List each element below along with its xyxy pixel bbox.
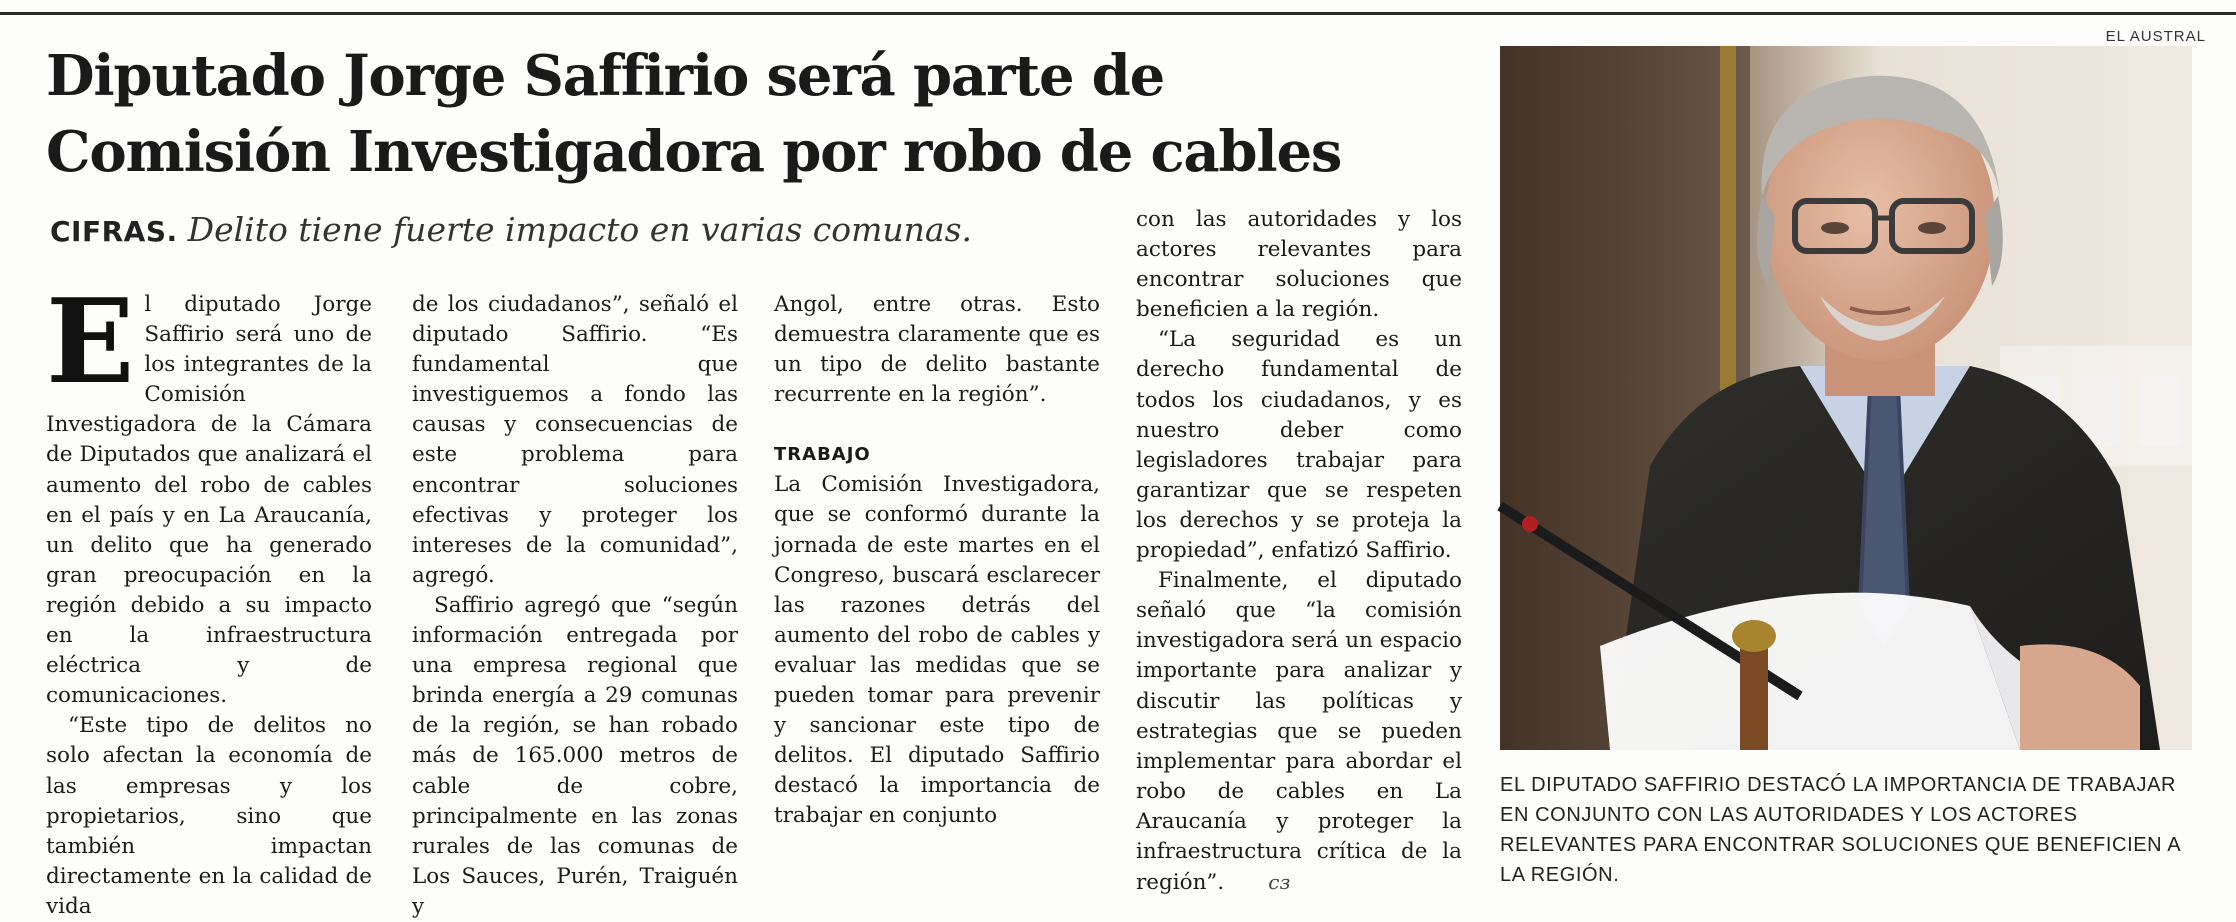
article-column-4 [1136,205,1462,898]
section-subhead: TRABAJO [774,444,871,466]
paragraph: de los ciudadanos”, señaló el diputado Saffirio. “Es fundamental que investiguemos a fondo las causas y consecuencias de este problema para encontrar soluciones efectivas y proteger los intereses de la comunidad”, agregó. [412,292,738,588]
top-rule [0,12,2236,15]
headline-line-1: Diputado Jorge Saffirio será parte de [46,43,1165,109]
drop-cap: E [46,274,135,410]
photo-illustration [1500,46,2192,750]
lead-text: l diputado Jorge Saffirio será uno de los integrantes de la Comisión Investigadora de la Cámara de Diputados que analizará el aumento del robo de cables en el país y en La Araucanía, un delito que ha generado gran preocupación en la región debido a su impacto en la infraestructura eléctrica y de comunicaciones. [46,292,372,709]
paragraph: “La seguridad es un derecho fundamental de todos los ciudadanos, y es nuestro deber como legisladores trabajar para garantizar que se respeten los derechos y se proteja la propiedad”, enfatizó Saffirio. [1136,327,1462,564]
kicker-deck: Delito tiene fuerte impacto en varias comunas. [187,210,973,249]
article-column-2 [412,290,738,922]
headline [46,38,1476,190]
article-photo [1500,46,2192,750]
article-column-3 [774,290,1100,832]
paragraph: “Este tipo de delitos no solo afectan la economía de las empresas y los propietarios, sino que también impactan directamente en la calidad de vida [46,713,372,919]
paragraph: Saffirio agregó que “según información entregada por una empresa regional que brinda energía a 29 comunas de la región, se han robado más de 165.000 metros de cable de cobre, principalmente en las zonas rurales de las comunas de Los Sauces, Purén, Traiguén y [412,592,738,919]
kicker [50,210,972,252]
paragraph: con las autoridades y los actores relevantes para encontrar soluciones que beneficien a la región. [1136,207,1462,323]
headline-line-2: Comisión Investigadora por robo de cables [46,119,1342,185]
end-mark: cз [1268,870,1291,895]
paragraph: Angol, entre otras. Esto demuestra claramente que es un tipo de delito bastante recurrente en la región”. [774,292,1100,408]
kicker-tag: CIFRAS. [50,215,178,248]
paragraph [1136,566,1462,898]
closing-text: Finalmente, el diputado señaló que “la comisión investigadora será un espacio importante para analizar y discutir las políticas y estrategias que se pueden implementar para abordar el robo de cables en La Araucanía y proteger la infraestructura crítica de la región”. [1136,568,1462,896]
source-credit: EL AUSTRAL [2105,28,2206,45]
lead-paragraph [46,274,372,711]
article-column-1 [46,274,372,922]
paragraph: La Comisión Investigadora, que se conformó durante la jornada de este martes en el Congreso, buscará esclarecer las razones detrás del aumento del robo de cables y evaluar las medidas que se pueden tomar para prevenir y sancionar este tipo de delitos. El diputado Saffirio destacó la importancia de trabajar en conjunto [774,472,1100,829]
photo-caption: EL DIPUTADO SAFFIRIO DESTACÓ LA IMPORTANCIA DE TRABAJAR EN CONJUNTO CON LAS AUTORIDADES Y LOS ACTORES RELEVANTES PARA ENCONTRAR SOLUCIONES QUE BENEFICIEN A LA REGIÓN. [1500,774,2181,886]
